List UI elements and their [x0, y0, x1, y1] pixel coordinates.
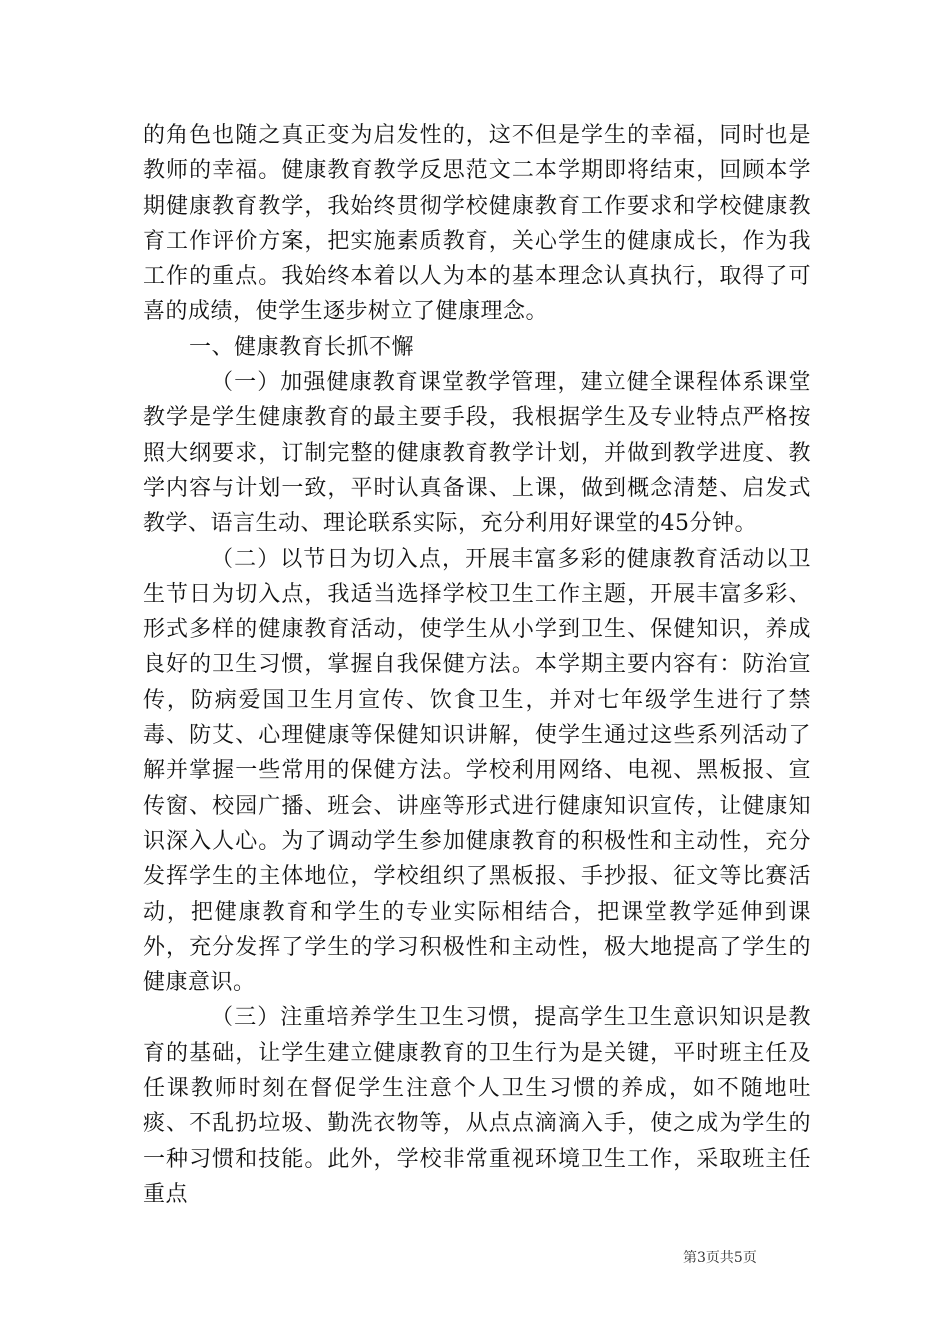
- section-heading: 一、健康教育长抓不懈: [189, 334, 415, 360]
- paragraph-continued: 的角色也随之真正变为启发性的，这不但是学生的幸福，同时也是教师的幸福。健康教育教学反思范文二本学期即将结束，回顾本学期健康教育教学，我始终贯彻学校健康教育工作要求和学校健康教育工作评价方案，把实施素质教育，关心学生的健康成长，作为我工作的重点。我始终本着以人为本的基本理念认真执行，取得了可喜的成绩，使学生逐步树立了健康理念。: [143, 123, 811, 325]
- page-number: 第3页共5页: [683, 1250, 757, 1266]
- paragraph-item-3: （三）注重培养学生卫生习惯，提高学生卫生意识知识是教育的基础，让学生建立健康教育的卫生行为是关键，平时班主任及任课教师时刻在督促学生注意个人卫生习惯的养成，如不随地吐痰、不乱扔垃圾、勤洗衣物等，从点点滴滴入手，使之成为学生的一种习惯和技能。此外，学校非常重视环境卫生工作，采取班主任重点: [143, 1005, 811, 1207]
- document-body: [143, 118, 811, 1212]
- paragraph-item-1: （一）加强健康教育课堂教学管理，建立健全课程体系课堂教学是学生健康教育的最主要手段，我根据学生及专业特点严格按照大纲要求，订制完整的健康教育教学计划，并做到教学进度、教学内容与计划一致，平时认真备课、上课，做到概念清楚、启发式教学、语言生动、理论联系实际，充分利用好课堂的45分钟。: [143, 370, 811, 537]
- paragraph-item-2: （二）以节日为切入点，开展丰富多彩的健康教育活动以卫生节日为切入点，我适当选择学校卫生工作主题，开展丰富多彩、形式多样的健康教育活动，使学生从小学到卫生、保健知识，养成良好的卫生习惯，掌握自我保健方法。本学期主要内容有：防治宣传，防病爱国卫生月宣传、饮食卫生，并对七年级学生进行了禁毒、防艾、心理健康等保健知识讲解，使学生通过这些系列活动了解并掌握一些常用的保健方法。学校利用网络、电视、黑板报、宣传窗、校园广播、班会、讲座等形式进行健康知识宣传，让健康知识深入人心。为了调动学生参加健康教育的积极性和主动性，充分发挥学生的主体地位，学校组织了黑板报、手抄报、征文等比赛活动，把健康教育和学生的专业实际相结合，把课堂教学延伸到课外，充分发挥了学生的学习积极性和主动性，极大地提高了学生的健康意识。: [143, 546, 811, 996]
